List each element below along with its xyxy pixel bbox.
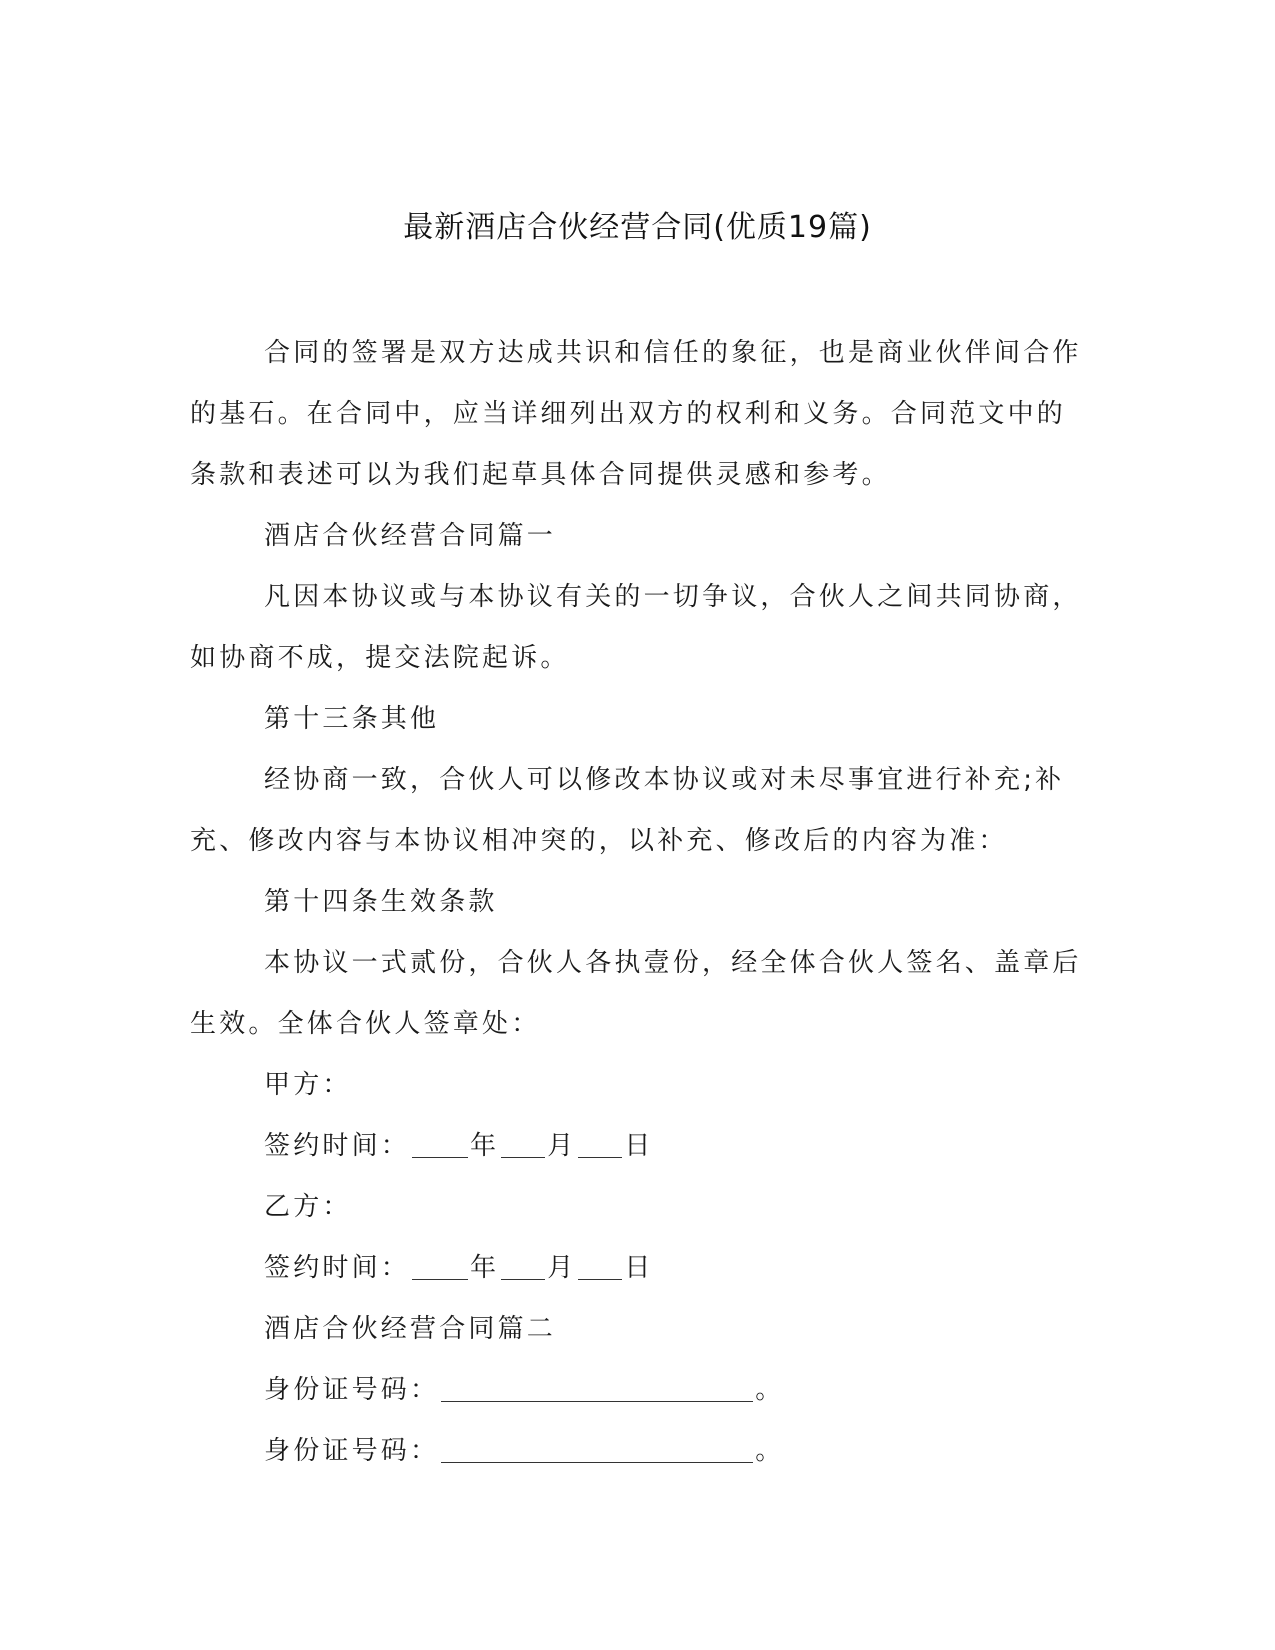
party-a-label: 甲方： [264,1070,352,1100]
party-b-label: 乙方： [264,1192,352,1222]
id-number-label: 身份证号码： [264,1436,440,1466]
sign-date-line-b [190,1238,1090,1299]
id-number-end: 。 [755,1375,785,1405]
article-14-text: 本协议一式贰份，合伙人各执壹份，经全体合伙人签名、盖章后生效。全体合伙人签章处： [190,948,1082,1039]
dispute-clause: 凡因本协议或与本协议有关的一切争议，合伙人之间共同协商，如协商不成，提交法院起诉。 [190,582,1082,673]
year-blank [412,1251,468,1280]
year-label: 年 [470,1253,500,1283]
year-blank [412,1129,468,1158]
day-label: 日 [624,1131,654,1161]
month-blank [501,1129,545,1158]
sign-date-label: 签约时间： [264,1131,411,1161]
year-label: 年 [470,1131,500,1161]
id-number-line-1 [190,1360,1090,1421]
document-body [190,323,1090,1482]
sign-date-line-a [190,1116,1090,1177]
id-number-line-2 [190,1421,1090,1482]
intro-paragraph: 合同的签署是双方达成共识和信任的象征，也是商业伙伴间合作的基石。在合同中，应当详细列出双方的权利和义务。合同范文中的条款和表述可以为我们起草具体合同提供灵感和参考。 [190,338,1082,490]
day-blank [578,1129,622,1158]
id-number-label: 身份证号码： [264,1375,440,1405]
sign-date-label: 签约时间： [264,1253,411,1283]
day-label: 日 [624,1253,654,1283]
month-label: 月 [547,1131,577,1161]
article-13-text: 经协商一致，合伙人可以修改本协议或对未尽事宜进行补充;补充、修改内容与本协议相冲突的，以补充、修改后的内容为准： [190,765,1065,856]
document-title: 最新酒店合伙经营合同(优质19篇) [403,210,872,245]
article-13-heading: 第十三条其他 [264,704,440,734]
section-heading-1: 酒店合伙经营合同篇一 [264,521,557,551]
day-blank [578,1251,622,1280]
section-heading-2: 酒店合伙经营合同篇二 [264,1314,557,1344]
month-label: 月 [547,1253,577,1283]
article-14-heading: 第十四条生效条款 [264,887,498,917]
month-blank [501,1251,545,1280]
id-number-blank [441,1373,753,1402]
id-number-blank [441,1434,753,1463]
id-number-end: 。 [755,1436,785,1466]
